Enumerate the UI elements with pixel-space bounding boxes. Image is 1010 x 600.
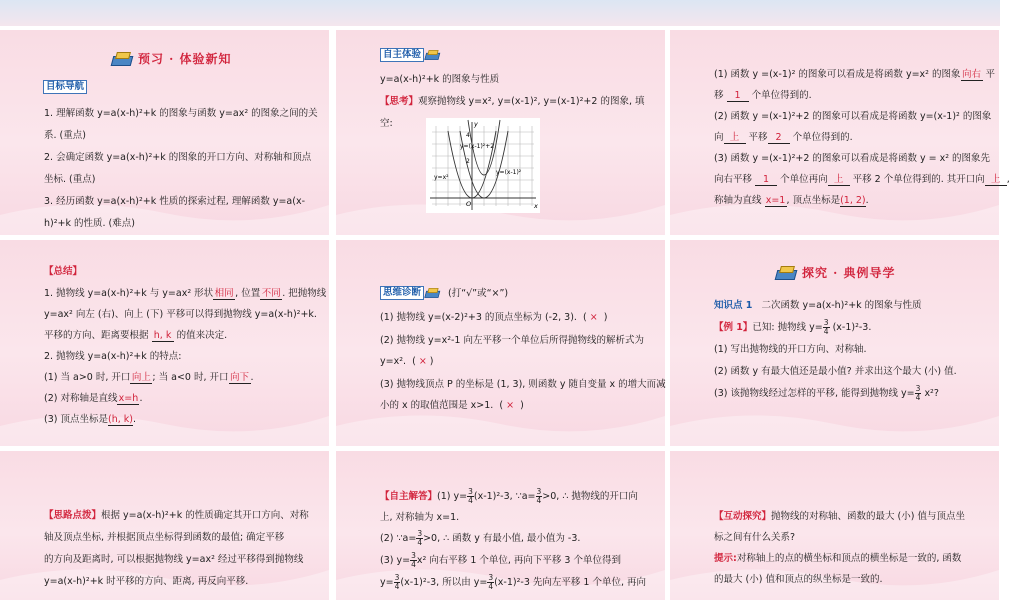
y-axis-label: y — [474, 120, 478, 128]
goal-line: 2. 会确定函数 y=a(x-h)²+k 的图象的开口方向、对称轴和顶点 — [44, 152, 312, 163]
solution-line — [380, 572, 646, 593]
answer-blank: 上 — [828, 174, 850, 186]
summary-title: 【总结】 — [44, 266, 83, 277]
knowledge-label: 知识点 1 — [714, 300, 753, 311]
fraction — [823, 319, 830, 336]
text: (1) 函数 y =(x-1)² 的图象可以看成是将函数 y=x² 的图象 — [714, 69, 961, 80]
goal-line: 坐标. (重点) — [44, 174, 96, 185]
text: 平移的方向、距离要根据 — [44, 330, 149, 341]
fill-line — [714, 127, 853, 148]
judge-line: 小的 x 的取值范围是 x>1. ( × ) — [380, 400, 524, 411]
numerator: 3 — [488, 573, 494, 582]
text: (1) y= — [437, 491, 468, 502]
section-header — [776, 264, 896, 281]
top-banner — [0, 0, 1000, 26]
text: (x-1)²-3. — [832, 322, 872, 333]
section-header — [112, 50, 232, 67]
origin-label: O — [466, 200, 472, 208]
text: . — [865, 195, 869, 206]
approach-line: y=a(x-h)²+k 时平移的方向、距离, 再反向平移. — [44, 576, 249, 587]
slide-preview-fill-blanks[interactable] — [670, 30, 1010, 235]
text: >0, ∴ 抛物线的开口向 — [542, 491, 638, 502]
series-label: y=(x-1)²+2 — [460, 143, 495, 150]
judge-mark: × — [418, 356, 427, 367]
fill-line: (3) 函数 y =(x-1)²+2 的图象可以看成是将函数 y = x² 的图象先 — [714, 153, 991, 164]
answer-blank: 2 — [768, 132, 790, 144]
goal-line: 3. 经历函数 y=a(x-h)²+k 性质的探索过程, 理解函数 y=a(x- — [44, 196, 305, 207]
text: 个单位得到的. — [792, 132, 853, 143]
text: . — [250, 372, 254, 383]
text: (3) 该抛物线经过怎样的平移, 能得到抛物线 y= — [714, 388, 915, 399]
summary-line — [44, 283, 326, 304]
text: 个单位再向 — [780, 174, 828, 185]
explore-title: 【互动探究】 — [714, 511, 772, 522]
judge-mark: × — [506, 400, 515, 411]
text: (2) 对称轴是直线 — [44, 393, 118, 404]
diagnosis-tag: 思维诊断 — [380, 286, 424, 300]
text: . — [139, 393, 143, 404]
numerator: 3 — [411, 551, 416, 560]
approach-line: 的方向及距离时, 可以根据抛物线 y=ax² 经过平移得到抛物线 — [44, 554, 304, 565]
answer-blank: 不同 — [261, 288, 281, 299]
text: (1) 抛物线 y=(x-2)²+3 的顶点坐标为 (-2, 3). — [380, 312, 577, 323]
answer-blank: 上 — [724, 132, 746, 144]
question-line: (1) 写出抛物线的开口方向、对称轴. — [714, 344, 867, 355]
fraction — [410, 552, 417, 569]
denominator: 4 — [823, 327, 829, 336]
example-line — [714, 317, 871, 338]
numerator: 3 — [394, 573, 400, 582]
book-icon — [112, 51, 134, 67]
think-line — [380, 91, 645, 112]
text: 移 — [714, 90, 724, 101]
text: y= — [380, 577, 394, 588]
solution-line: 上, 对称轴为 x=1. — [380, 512, 460, 523]
denominator: 4 — [536, 496, 542, 505]
think-line: 空: — [380, 118, 393, 129]
denominator: 4 — [411, 560, 416, 569]
tip-label: 提示: — [714, 553, 737, 564]
denominator: 4 — [417, 538, 423, 547]
numerator: 3 — [536, 487, 542, 496]
explore-line — [714, 548, 961, 569]
solution-line — [380, 486, 638, 507]
goal-line: 系. (重点) — [44, 130, 86, 141]
fill-line — [714, 64, 995, 85]
explore-line: 的最大 (小) 值和顶点的纵坐标是一致的. — [714, 574, 883, 585]
approach-title: 【思路点拨】 — [44, 510, 102, 521]
think-text: 观察抛物线 y=x², y=(x-1)², y=(x-1)²+2 的图象, 填 — [418, 96, 645, 107]
text: ; 当 a<0 时, 开口 — [152, 372, 229, 383]
text: 向右平移 — [714, 174, 753, 185]
text: 平移 2 个单位得到的. 其开口向 — [852, 174, 985, 185]
knowledge-line — [714, 295, 922, 316]
slide-preview-approach[interactable] — [0, 451, 329, 600]
parabola-graph — [426, 118, 540, 213]
text: (2) ∵a= — [380, 533, 417, 544]
text: x² 向右平移 1 个单位, 再向下平移 3 个单位得到 — [416, 555, 622, 566]
text: , 位置 — [235, 288, 261, 299]
judge-line: (1) 抛物线 y=(x-2)²+3 的顶点坐标为 (-2, 3). ( × ) — [380, 312, 608, 323]
slide-preview-example[interactable] — [670, 240, 999, 446]
fill-line — [714, 85, 812, 106]
text: x²? — [924, 388, 939, 399]
think-label: 【思考】 — [380, 96, 419, 107]
answer-blank: 向下 — [230, 372, 250, 383]
goal-line: h)²+k 的性质. (难点) — [44, 218, 135, 229]
answer-blank: 向右 — [961, 69, 981, 80]
book-icon — [425, 49, 440, 60]
text: 个单位得到的. — [751, 90, 812, 101]
fraction — [915, 385, 922, 402]
approach-line — [44, 505, 309, 526]
solution-title: 【自主解答】 — [380, 491, 438, 502]
text: >0, ∴ 函数 y 有最小值, 最小值为 -3. — [423, 533, 581, 544]
question-line: (2) 函数 y 有最大值还是最小值? 并求出这个最大 (小) 值. — [714, 366, 957, 377]
judge-mark: × — [589, 312, 598, 323]
explore-line: 标之间有什么关系? — [714, 532, 796, 543]
summary-line: 2. 抛物线 y=a(x-h)²+k 的特点: — [44, 351, 182, 362]
text: 抛物线的对称轴、函数的最大 (小) 值与顶点坐 — [771, 511, 965, 522]
slide-preview-explore[interactable] — [670, 451, 999, 600]
diagnosis-hint: (打“√”或“×”) — [448, 288, 509, 299]
text: , — [1006, 174, 1010, 185]
answer-blank: 上 — [985, 174, 1007, 186]
goal-line: 1. 理解函数 y=a(x-h)²+k 的图象与函数 y=ax² 的图象之间的关 — [44, 108, 318, 119]
book-icon — [425, 287, 440, 298]
numerator: 3 — [823, 318, 829, 327]
example-label: 【例 1】 — [714, 322, 753, 333]
answer-blank: (1, 2) — [840, 195, 866, 206]
text: (x-1)²-3 先向左平移 1 个单位, 再向 — [494, 577, 647, 588]
text: 对称轴上的点的横坐标和顶点的横坐标是一致的, 函数 — [736, 553, 962, 564]
approach-line: 轴及顶点坐标, 并根据顶点坐标得到函数的最值; 确定平移 — [44, 532, 285, 543]
answer-blank: 1 — [755, 174, 777, 186]
y-tick-label: 2 — [466, 158, 470, 165]
section-title: 预习 · 体验新知 — [138, 52, 232, 66]
slide-preview-diagnosis[interactable] — [336, 240, 665, 446]
book-icon — [776, 265, 798, 281]
fill-line: (2) 函数 y =(x-1)²+2 的图象可以看成是将函数 y=(x-1)² 的图象 — [714, 111, 992, 122]
summary-line — [44, 325, 227, 346]
y-tick-label: 4 — [466, 132, 470, 139]
denominator: 4 — [915, 393, 921, 402]
self-study-tag: 自主体验 — [380, 48, 424, 62]
series-label: y=x² — [434, 174, 449, 181]
judge-line: y=x². ( × ) — [380, 356, 434, 367]
denominator: 4 — [488, 582, 494, 591]
answer-blank: x=1 — [765, 195, 786, 206]
text: (3) 顶点坐标是 — [44, 414, 108, 425]
text: 已知: 抛物线 y= — [752, 322, 823, 333]
answer-blank: 1 — [727, 90, 749, 102]
text: . — [132, 414, 136, 425]
summary-line: y=ax² 向左 (右)、向上 (下) 平移可以得到抛物线 y=a(x-h)²+k. — [44, 309, 317, 320]
denominator: 4 — [394, 582, 400, 591]
answer-blank: 向上 — [131, 372, 151, 383]
numerator: 3 — [417, 529, 423, 538]
summary-line — [44, 388, 143, 409]
summary-line — [44, 409, 136, 430]
slide-preview-solution[interactable] — [336, 451, 665, 600]
text: . 把抛物线 — [282, 288, 327, 299]
slide-preview-goals[interactable] — [0, 30, 329, 235]
text: (1) 当 a>0 时, 开口 — [44, 372, 131, 383]
text: (x-1)²-3, 所以由 y= — [400, 577, 488, 588]
explore-line — [714, 506, 965, 527]
text: 向 — [714, 132, 724, 143]
goal-nav-tag: 目标导航 — [43, 80, 87, 94]
text: (x-1)²-3, ∵a= — [473, 491, 536, 502]
summary-line — [44, 367, 254, 388]
answer-blank: (h, k) — [107, 414, 133, 425]
text: 平 — [985, 69, 996, 80]
solution-line — [380, 550, 621, 571]
fill-line — [714, 169, 1010, 190]
question-line — [714, 383, 939, 404]
slide-preview-summary[interactable] — [0, 240, 329, 446]
text: y=x². — [380, 356, 407, 367]
section-title: 探究 · 典例导学 — [802, 266, 896, 280]
x-axis-label: x — [534, 202, 538, 210]
text: 二次函数 y=a(x-h)²+k 的图象与性质 — [761, 300, 922, 311]
answer-blank: 相同 — [214, 288, 234, 299]
series-label: y=(x-1)² — [496, 169, 522, 176]
solution-line — [380, 528, 580, 549]
text: 平移 — [748, 132, 768, 143]
text: 小的 x 的取值范围是 x>1. — [380, 400, 494, 411]
text: 1. 抛物线 y=a(x-h)²+k 与 y=ax² 形状 — [44, 288, 214, 299]
answer-blank: h, k — [152, 330, 174, 342]
numerator: 3 — [468, 487, 473, 496]
text: , 顶点坐标是 — [786, 195, 841, 206]
text: (3) y= — [380, 555, 411, 566]
fraction — [467, 488, 474, 505]
topic-line: y=a(x-h)²+k 的图象与性质 — [380, 74, 500, 85]
numerator: 3 — [915, 384, 921, 393]
text: 根据 y=a(x-h)²+k 的性质确定其开口方向、对称 — [101, 510, 309, 521]
judge-line: (2) 抛物线 y=x²-1 向左平移一个单位后所得抛物线的解析式为 — [380, 335, 645, 346]
judge-line: (3) 抛物线顶点 P 的坐标是 (1, 3), 则函数 y 随自变量 x 的增大而减 — [380, 379, 666, 390]
text: 的值来决定. — [176, 330, 228, 341]
answer-blank: x=h — [118, 393, 139, 404]
text: 称轴为直线 — [714, 195, 762, 206]
denominator: 4 — [468, 496, 473, 505]
fill-line — [714, 190, 869, 211]
